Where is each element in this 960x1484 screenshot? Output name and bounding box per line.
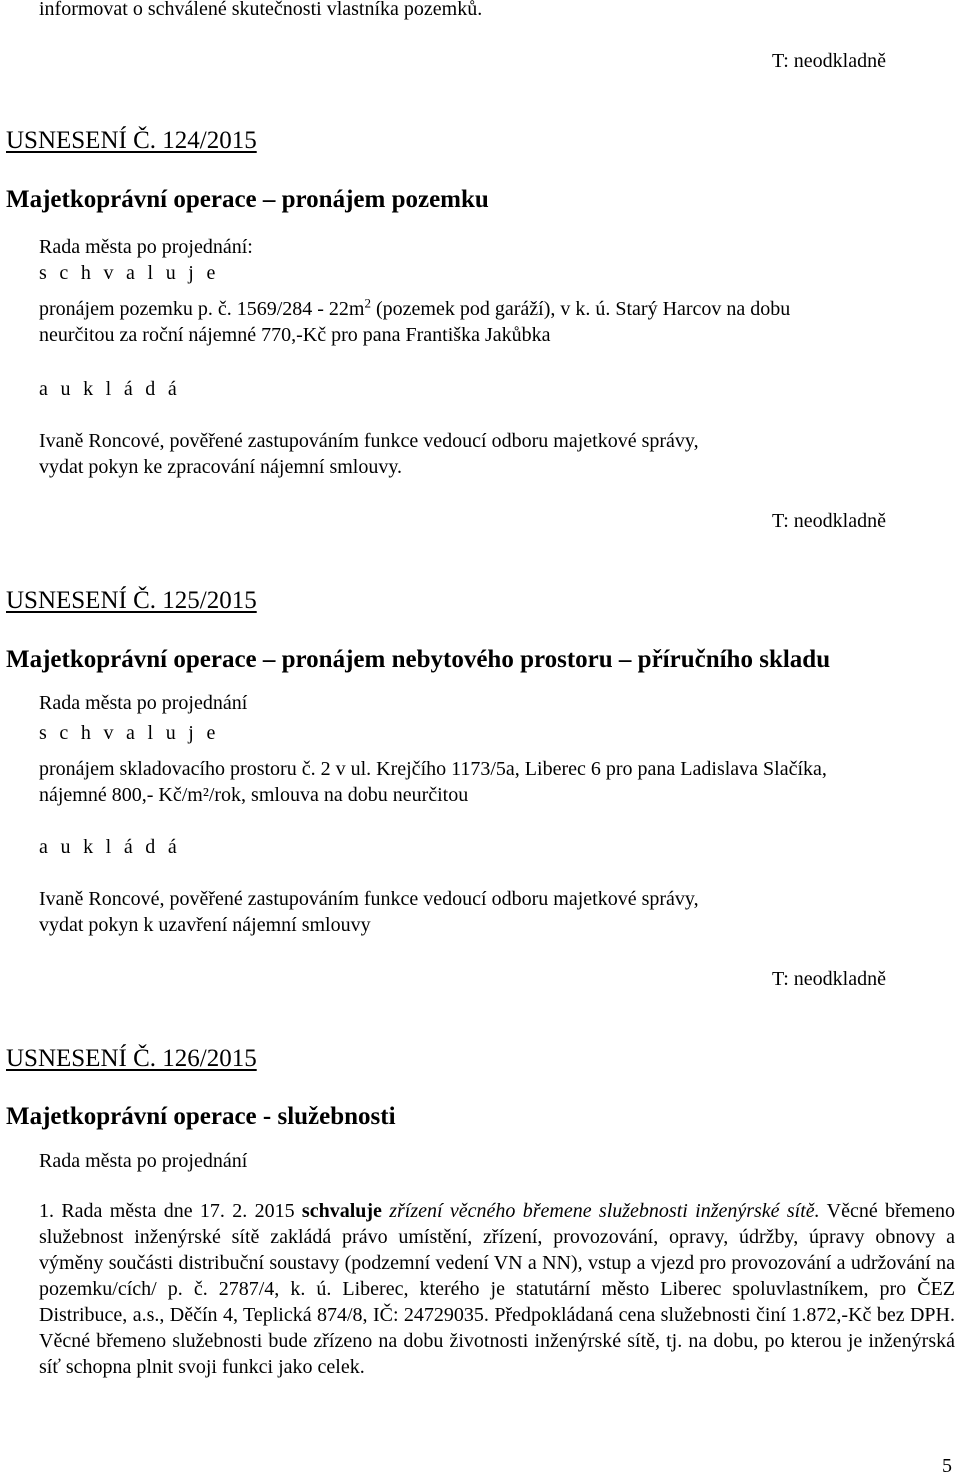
- resolution-125-orders: a u k l á d á: [39, 836, 181, 858]
- resolution-125-approves: s c h v a l u j e: [39, 722, 220, 744]
- resolution-125-line-2: nájemné 800,- Kč/m²/rok, smlouva na dobu neurčitou: [39, 784, 469, 806]
- page-number: 5: [942, 1455, 952, 1477]
- resolution-124-orders: a u k l á d á: [39, 378, 181, 400]
- resolution-125-deadline: T: neodkladně: [772, 968, 886, 990]
- resolution-124-deadline: T: neodkladně: [772, 510, 886, 532]
- resolution-124-council: Rada města po projednání:: [39, 236, 253, 258]
- resolution-124-line-2: neurčitou za roční nájemné 770,-Kč pro pana Františka Jakůbka: [39, 324, 551, 346]
- resolution-126-council: Rada města po projednání: [39, 1150, 248, 1172]
- resolution-124-title: USNESENÍ Č. 124/2015: [6, 127, 257, 154]
- resolution-125-task-2: vydat pokyn k uzavření nájemní smlouvy: [39, 914, 371, 936]
- resolution-124-line-1: pronájem pozemku p. č. $1569/284 - 22m^2$ (pozemek pod garáží), v k. ú. Starý Harcov na dobu: [39, 295, 791, 320]
- resolution-126-title: USNESENÍ Č. 126/2015: [6, 1045, 257, 1072]
- resolution-124-approves: s c h v a l u j e: [39, 262, 220, 284]
- resolution-125-title: USNESENÍ Č. 125/2015: [6, 587, 257, 614]
- resolution-126-subtitle: Majetkoprávní operace - služebnosti: [6, 1103, 396, 1130]
- resolution-125-council: Rada města po projednání: [39, 692, 248, 714]
- top-line: informovat o schválené skutečnosti vlastníka pozemků.: [39, 0, 483, 20]
- resolution-125-line-1: pronájem skladovacího prostoru č. 2 v ul. Krejčího 1173/5a, Liberec 6 pro pana Ladislava Slačíka,: [39, 758, 827, 780]
- resolution-124-subtitle: Majetkoprávní operace – pronájem pozemku: [6, 186, 489, 213]
- resolution-125-task-1: Ivaně Roncové, pověřené zastupováním funkce vedoucí odboru majetkové správy,: [39, 888, 699, 910]
- resolution-125-subtitle: Majetkoprávní operace – pronájem nebytového prostoru – příručního skladu: [6, 646, 831, 673]
- resolution-126-paragraph: 1. Rada města dne 17. 2. 2015 schvaluje zřízení věcného břemene služebnosti inženýrské sítě. Věcné břemeno služebnost inženýrské sítě zakládá právo umístění, zřízení, provozování, opravy, údržby, úpravy obnovy a výměny součásti distribuční soustavy (podzemní vedení VN a NN), vstup a vjezd pro provozování a udržování na pozemku/cích/ p. č. 2787/4, k. ú. Liberec, kterého je statutární město Liberec spoluvlastníkem, pro ČEZ Distribuce, a.s., Děčín 4, Teplická 874/8, IČ: 24729035. Předpokládaná cena služebnosti činí 1.872,-Kč bez DPH. Věcné břemeno služebnosti bude zřízeno na dobu životnosti inženýrské sítě, tj. na dobu, po kterou je inženýrská síť schopna plnit svoji funkci jako celek.: [39, 1200, 955, 1378]
- resolution-124-task-2: vydat pokyn ke zpracování nájemní smlouvy.: [39, 456, 403, 478]
- deadline-top: T: neodkladně: [772, 50, 886, 72]
- resolution-124-task-1: Ivaně Roncové, pověřené zastupováním funkce vedoucí odboru majetkové správy,: [39, 430, 699, 452]
